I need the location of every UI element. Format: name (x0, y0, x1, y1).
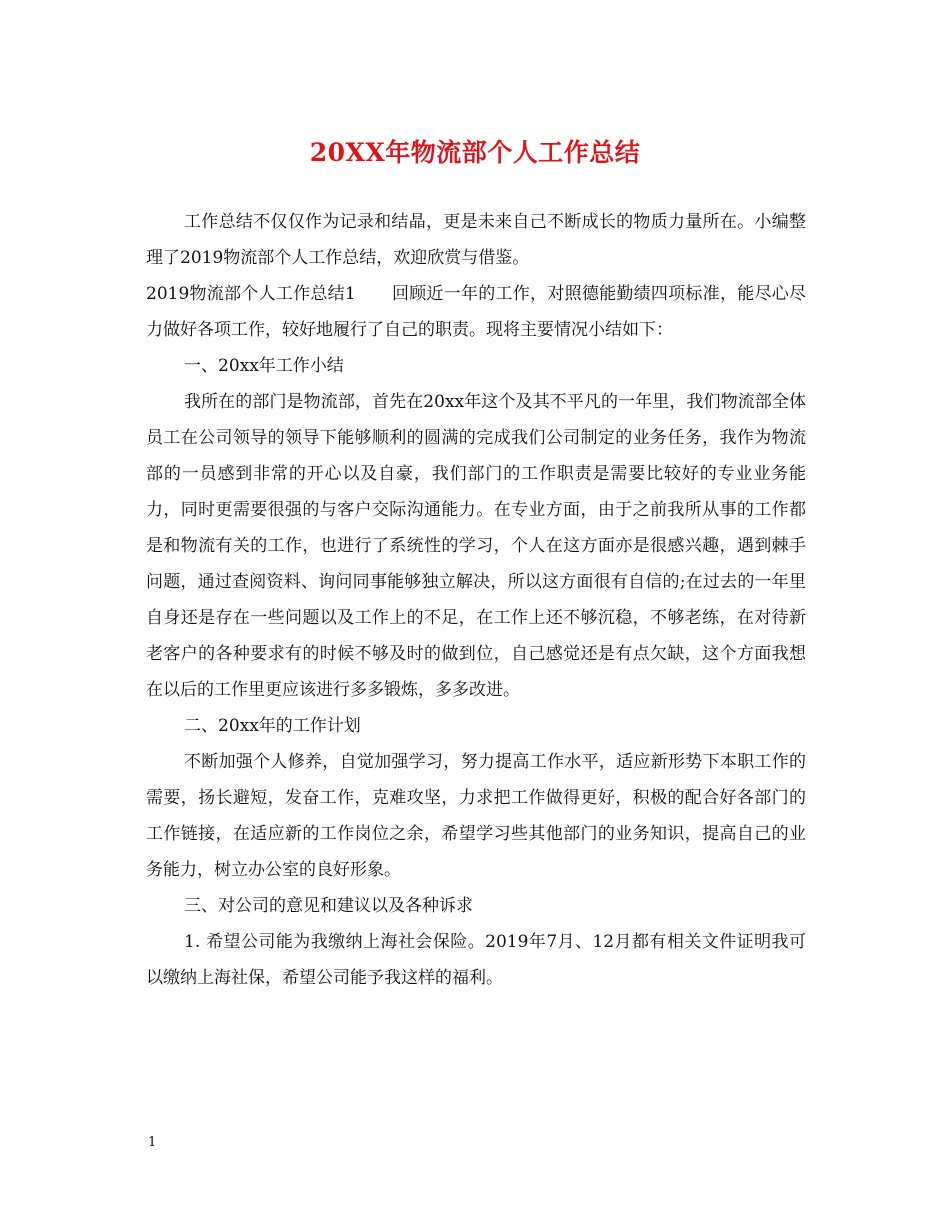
document-title: 20XX年物流部个人工作总结 (309, 138, 641, 167)
suggestion-paragraph: 1. 希望公司能为我缴纳上海社会保险。2019年7月、12月都有相关文件证明我可以缴纳上海社保，希望公司能予我这样的福利。 (146, 932, 806, 988)
section-heading-label: 2019物流部个人工作总结1 (146, 284, 356, 304)
work-summary-paragraph: 我所在的部门是物流部，首先在20xx年这个及其不平凡的一年里，我们物流部全体员工在公司领导的领导下能够顺利的圆满的完成我们公司制定的业务任务，我作为物流部的一员感到非常的开心以及自豪，我们部门的工作职责是需要比较好的专业业务能力，同时更需要很强的与客户交际沟通能力。在专业方面，由于之前我所从事的工作都是和物流有关的工作，也进行了系统性的学习，个人在这方面亦是很感兴趣，遇到棘手问题，通过查阅资料、询问同事能够独立解决，所以这方面很有自信的;在过去的一年里自身还是存在一些问题以及工作上的不足，在工作上还不够沉稳，不够老练，在对待新老客户的各种要求有的时候不够及时的做到位，自己感觉还是有点欠缺，这个方面我想在以后的工作里更应该进行多多锻炼，多多改进。 (146, 392, 806, 700)
heading-work-summary: 一、20xx年工作小结 (184, 356, 344, 376)
heading-work-plan: 二、20xx年的工作计划 (184, 716, 361, 736)
intro-paragraph: 工作总结不仅仅作为记录和结晶，更是未来自己不断成长的物质力量所在。小编整理了2019物流部个人工作总结，欢迎欣赏与借鉴。 (146, 212, 806, 268)
section-heading-text: 回顾近一年的工作，对照德能勤绩四项标准，能尽心尽力做好各项工作，较好地履行了自己的职责。现将主要情况小结如下： (146, 284, 806, 340)
document-body (146, 204, 806, 996)
work-plan-paragraph: 不断加强个人修养，自觉加强学习，努力提高工作水平，适应新形势下本职工作的需要，扬长避短，发奋工作，克难攻坚，力求把工作做得更好，积极的配合好各部门的工作链接，在适应新的工作岗位之余，希望学习些其他部门的业务知识，提高自己的业务能力，树立办公室的良好形象。 (146, 752, 806, 880)
page-number: 1 (148, 1135, 157, 1150)
section-intro-paragraph (146, 276, 806, 348)
heading-suggestions: 三、对公司的意见和建议以及各种诉求 (184, 896, 473, 916)
